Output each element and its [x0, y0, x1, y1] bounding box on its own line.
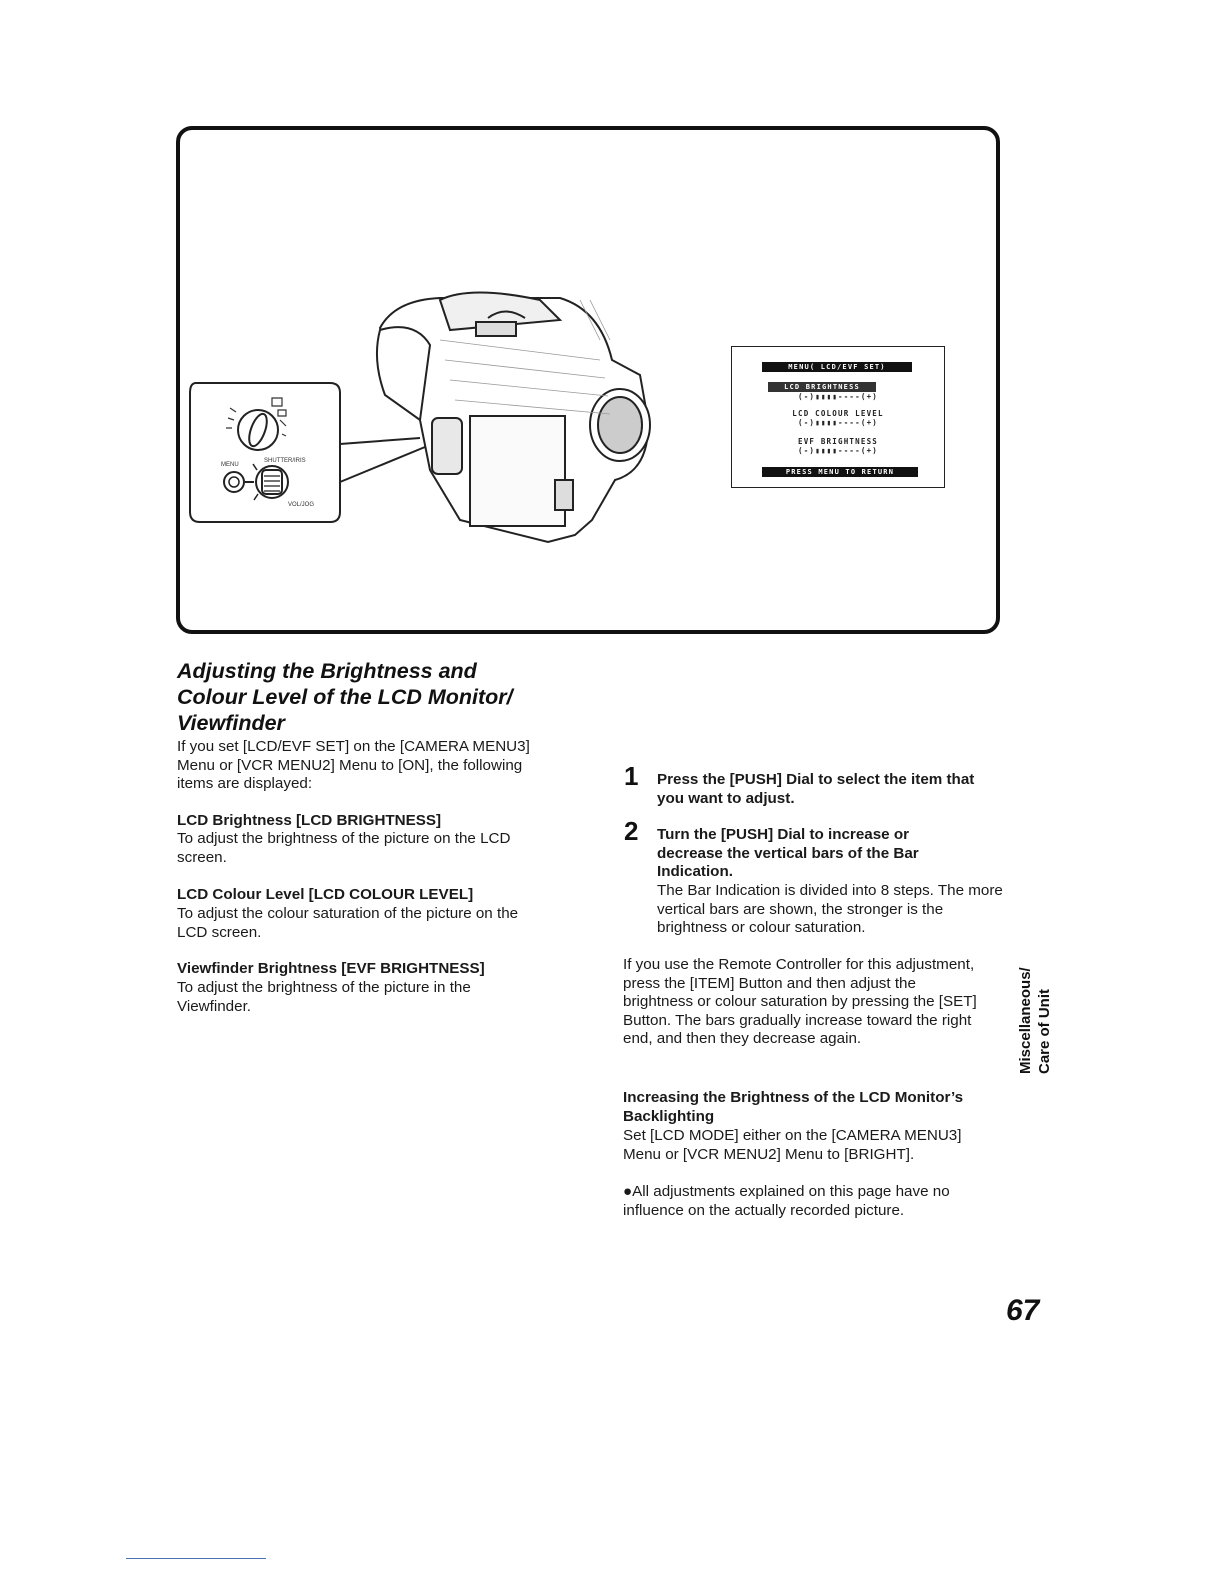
section-title-line: Adjusting the Brightness and [177, 659, 477, 683]
vol-jog-label: VOL/JOG [288, 502, 315, 508]
shutter-label: SHUTTER/IRIS [264, 458, 306, 464]
step-text: The Bar Indication is divided into 8 steps. The more vertical bars are shown, the stronger is the brightness or colour saturation. [657, 882, 1003, 936]
intro-paragraph: If you set [LCD/EVF SET] on the [CAMERA MENU3] Menu or [VCR MENU2] Menu to [ON], the following items are displayed: [177, 738, 530, 792]
page-number: 67 [1006, 1294, 1040, 1327]
section-title [177, 658, 597, 736]
item-heading: LCD Brightness [LCD BRIGHTNESS] [177, 812, 442, 829]
item-text: To adjust the colour saturation of the picture on the LCD screen. [177, 905, 519, 941]
step-number: 1 [624, 761, 639, 791]
camcorder-icon [377, 293, 650, 543]
step-title: Turn the [PUSH] Dial to increase or decrease the vertical bars of the Bar Indication. [657, 826, 919, 880]
osd-item-label: EVF BRIGHTNESS [797, 437, 878, 446]
menu-label: MENU [221, 462, 239, 468]
item-text: To adjust the brightness of the picture on the LCD screen. [177, 830, 511, 866]
bullet-note: ●All adjustments explained on this page have no influence on the actually recorded picture. [623, 1183, 950, 1219]
side-tab-line: Care of Unit [1036, 988, 1053, 1074]
footer-rule [126, 1558, 266, 1559]
osd-menu-screen [731, 346, 945, 488]
backlight-heading: Increasing the Brightness of the LCD Monitor’s Backlighting [623, 1089, 964, 1125]
osd-bar-indicator: (-)▮▮▮▮----(+) [797, 418, 878, 427]
item-text: To adjust the brightness of the picture in the Viewfinder. [177, 979, 471, 1015]
step-number: 2 [624, 816, 639, 846]
remote-note: If you use the Remote Controller for this adjustment, press the [ITEM] Button and then adjust the brightness or colour saturation by pressing the [SET] Button. The bars gradually increase toward the right end, and then they decrease again. [623, 956, 977, 1047]
osd-bar-indicator: (-)▮▮▮▮----(+) [797, 446, 878, 455]
osd-title: MENU( LCD/EVF SET) [762, 362, 912, 372]
side-tab-line: Miscellaneous/ [1017, 967, 1034, 1074]
osd-bar-indicator: (-)▮▮▮▮----(+) [797, 392, 878, 401]
section-title-line: Viewfinder [177, 711, 285, 735]
item-heading: Viewfinder Brightness [EVF BRIGHTNESS] [177, 960, 485, 977]
side-tab [1016, 956, 1060, 1074]
step-title: Press the [PUSH] Dial to select the item that you want to adjust. [657, 771, 975, 807]
osd-item-label: LCD COLOUR LEVEL [792, 409, 884, 418]
backlight-text: Set [LCD MODE] either on the [CAMERA MENU3] Menu or [VCR MENU2] Menu to [BRIGHT]. [623, 1127, 962, 1163]
osd-selected-item: LCD BRIGHTNESS [768, 382, 876, 392]
section-title-line: Colour Level of the LCD Monitor/ [177, 685, 513, 709]
osd-footer: PRESS MENU TO RETURN [762, 467, 918, 477]
item-heading: LCD Colour Level [LCD COLOUR LEVEL] [177, 886, 474, 903]
control-inset-box [190, 383, 340, 522]
